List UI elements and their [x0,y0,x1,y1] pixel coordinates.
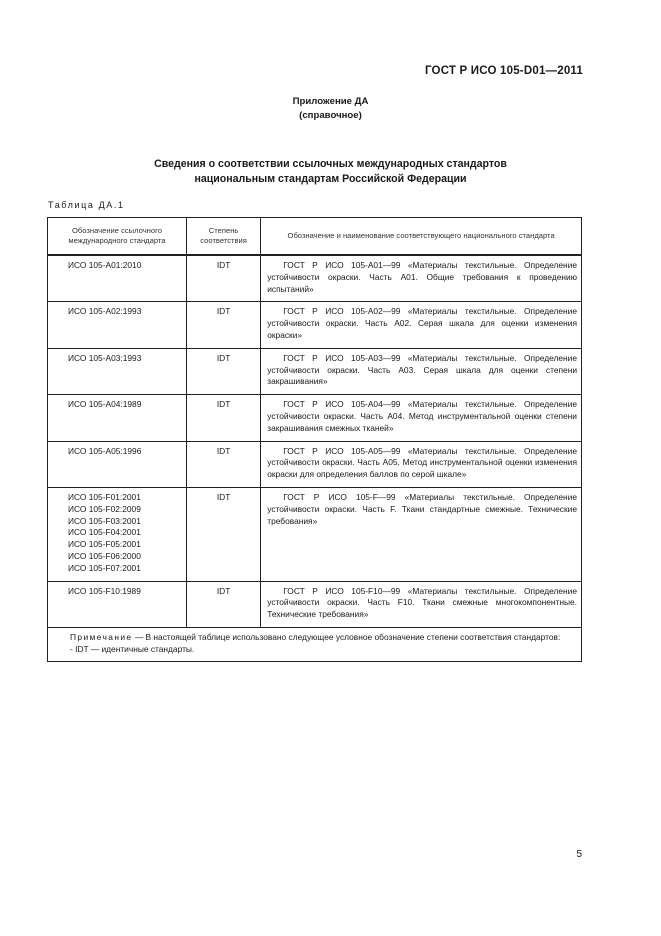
table-note [48,627,582,661]
table-row [48,302,582,348]
degree-cell: IDT [186,395,260,441]
table-body [48,255,582,627]
designation-value: ИСО 105-A03:1993 [68,352,142,363]
table-caption: Таблица ДА.1 [48,200,125,210]
national-standard-text: ГОСТ Р ИСО 105-F10—99 «Материалы текстильные. Определение устойчивости окраски. Часть F10. Ткани смежные многокомпонентные. Технические требования» [267,585,577,620]
degree-cell: IDT [186,487,260,581]
header-designation: Обозначение ссылочного международного стандарта [48,218,187,256]
designation-cell [48,581,187,627]
table-row [48,348,582,394]
designation-value: ИСО 105-F10:1989 [68,585,141,596]
header-degree: Степень соответствия [186,218,260,256]
note-item: - IDT — идентичные стандарты. [70,643,195,654]
degree-cell: IDT [186,302,260,348]
designation-value: ИСО 105-F02:2009 [68,503,141,514]
designation-value: ИСО 105-A04:1989 [68,399,142,410]
national-standard-cell [261,302,582,348]
designation-value: ИСО 105-F04:2001 [68,527,141,538]
national-standard-cell [261,348,582,394]
national-standard-text: ГОСТ Р ИСО 105-А04—99 «Материалы текстильные. Определение устойчивости окраски. Часть А04. Метод инструментальной оценки степени закрашивания смежных тканей» [267,399,577,433]
national-standard-text: ГОСТ Р ИСО 105-А03—99 «Материалы текстильные. Определение устойчивости окраски. Часть А03. Серая шкала для оценки степени закрашивания» [267,352,577,387]
designation-cell [48,487,187,581]
designation-cell [48,302,187,348]
note-text: — В настоящей таблице использовано следующее условное обозначение степени соответствия стандартов: [134,631,561,642]
designation-cell [48,395,187,441]
table-row [48,255,582,302]
national-standard-cell [261,581,582,627]
table-row [48,441,582,487]
note-label: Примечание [70,631,133,642]
degree-cell: IDT [186,581,260,627]
appendix-subtitle: (справочное) [299,110,362,121]
designation-cell [48,348,187,394]
appendix-heading [0,95,661,123]
national-standard-text: ГОСТ Р ИСО 105-А05—99 «Материалы текстильные. Определение устойчивости окраски. Часть А05. Метод инструментальной оценки изменения окраски для определения баллов по серой шкале» [267,445,577,480]
page-number: 5 [576,849,582,860]
section-title [0,157,661,187]
designation-value: ИСО 105-A01:2010 [68,260,142,270]
table-row [48,487,582,581]
document-code: ГОСТ Р ИСО 105-D01—2011 [424,65,583,77]
designation-cell [48,255,187,302]
table-row [48,581,582,627]
national-standard-cell [261,441,582,487]
designation-value: ИСО 105-A02:1993 [68,306,142,317]
national-standard-cell [261,255,582,302]
appendix-title: Приложение ДА [292,96,369,107]
designation-value: ИСО 105-F07:2001 [68,562,141,573]
designation-value: ИСО 105-F01:2001 [68,491,141,502]
designation-cell [48,441,187,487]
correspondence-table [47,217,582,662]
national-standard-cell [261,395,582,441]
national-standard-cell [261,487,582,581]
designation-value: ИСО 105-F05:2001 [68,539,141,550]
section-title-line: национальным стандартам Российской Федерации [194,173,467,185]
table-header-row [48,218,582,256]
header-national-standard: Обозначение и наименование соответствующего национального стандарта [261,218,582,256]
national-standard-text: ГОСТ Р ИСО 105-А02—99 «Материалы текстильные. Определение устойчивости окраски. Часть А02. Серая шкала для оценки изменения окраски» [267,306,577,340]
national-standard-text: ГОСТ Р ИСО 105-А01—99 «Материалы текстильные. Определение устойчивости окраски. Часть А01. Общие требования к проведению испытаний» [267,260,577,294]
designation-value: ИСО 105-F03:2001 [68,515,141,526]
table-row [48,395,582,441]
note-row [48,627,582,661]
section-title-line: Сведения о соответствии ссылочных международных стандартов [154,158,507,170]
designation-value: ИСО 105-A05:1996 [68,445,142,456]
national-standard-text: ГОСТ Р ИСО 105-F—99 «Материалы текстильные. Определение устойчивости окраски. Часть F. Ткани стандартные смежные. Технические требования» [267,491,577,526]
degree-cell: IDT [186,441,260,487]
degree-cell: IDT [186,348,260,394]
designation-value: ИСО 105-F06:2000 [68,550,141,561]
degree-cell: IDT [186,255,260,302]
